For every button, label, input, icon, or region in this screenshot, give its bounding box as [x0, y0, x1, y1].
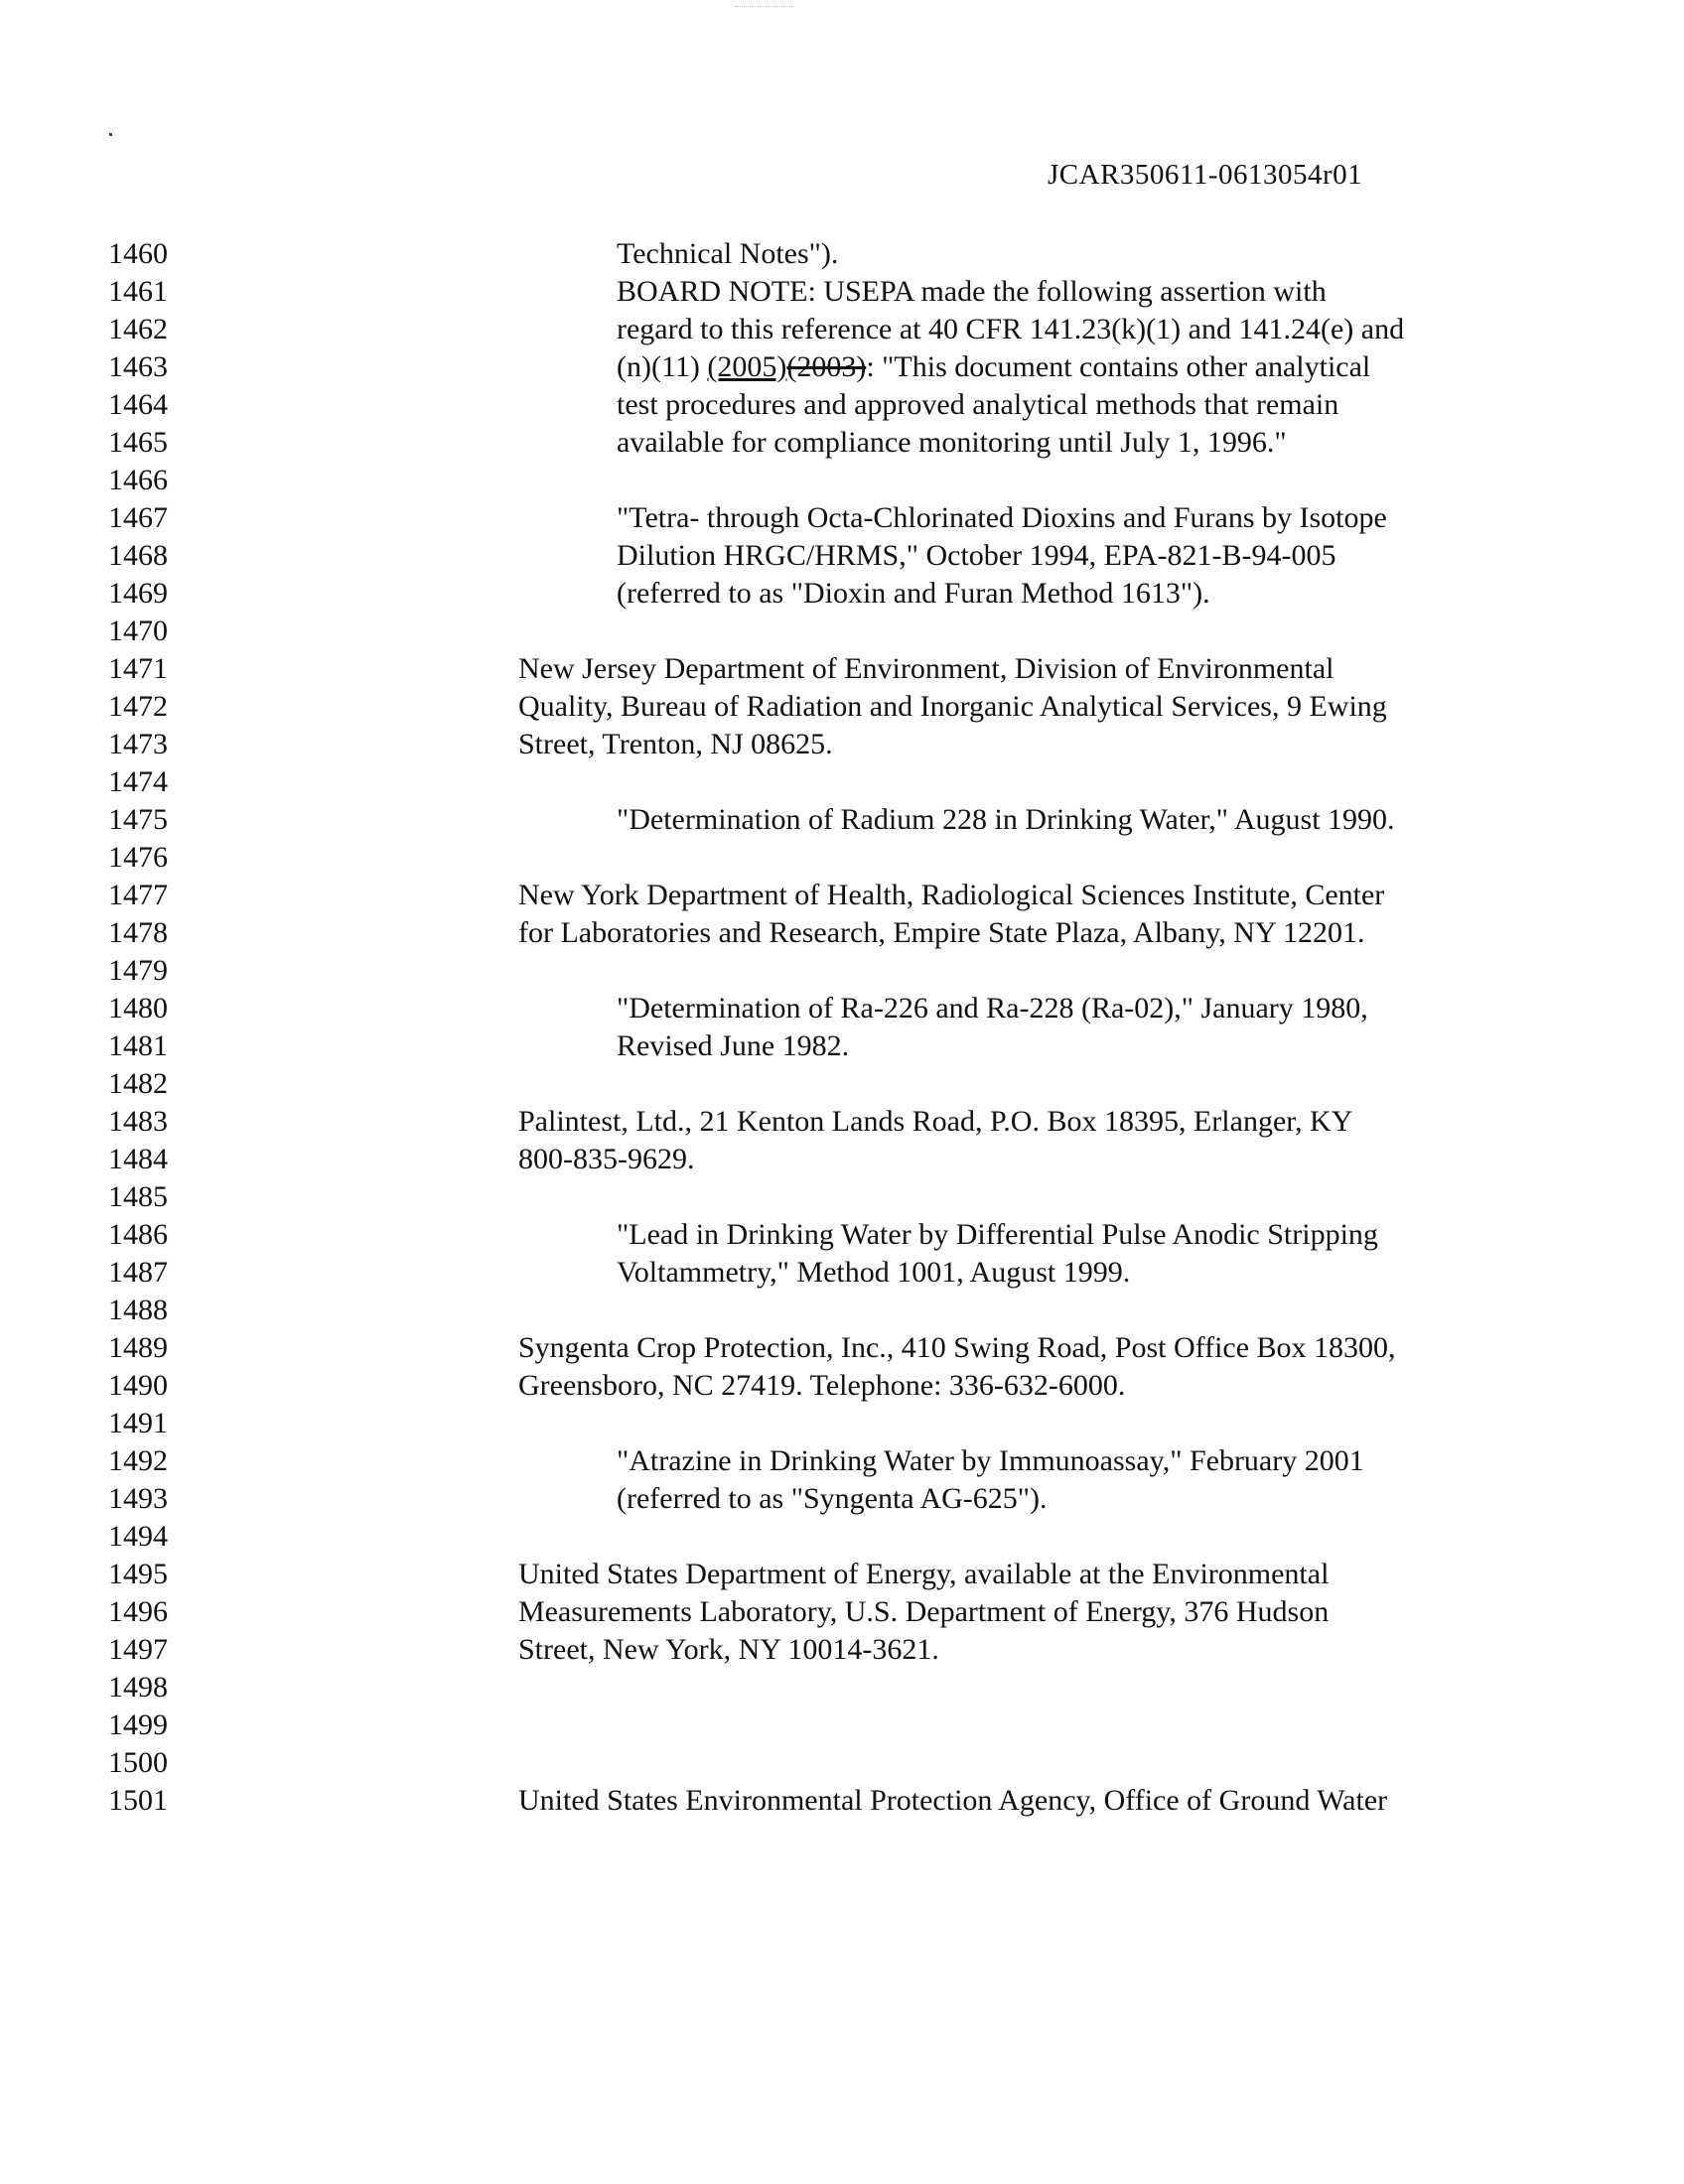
line-number: 1483	[108, 1105, 168, 1138]
text-line	[0, 1744, 1684, 1782]
line-text: Greensboro, NC 27419. Telephone: 336-632-6000.	[518, 1369, 1126, 1402]
line-number: 1497	[108, 1633, 168, 1666]
line-number: 1470	[108, 614, 168, 647]
line-text: "Determination of Ra-226 and Ra-228 (Ra-02)," January 1980,	[617, 992, 1368, 1024]
text-line	[0, 726, 1684, 763]
line-text: "Determination of Radium 228 in Drinking Water," August 1990.	[617, 803, 1395, 836]
line-number: 1490	[108, 1369, 168, 1402]
text-line	[0, 424, 1684, 462]
text-line	[0, 839, 1684, 877]
line-number: 1461	[108, 275, 168, 308]
line-text: 800-835-9629.	[518, 1143, 695, 1175]
text-line	[0, 1216, 1684, 1254]
line-text: "Atrazine in Drinking Water by Immunoassay," February 2001	[617, 1444, 1364, 1477]
line-text: Revised June 1982.	[617, 1029, 850, 1062]
line-number: 1467	[108, 501, 168, 534]
line-number: 1478	[108, 916, 168, 949]
line-number: 1489	[108, 1331, 168, 1364]
line-text: regard to this reference at 40 CFR 141.23(k)(1) and 141.24(e) and	[617, 313, 1405, 345]
text-line	[0, 1367, 1684, 1405]
line-text: Voltammetry," Method 1001, August 1999.	[617, 1256, 1131, 1289]
text-line	[0, 1027, 1684, 1065]
text-line	[0, 311, 1684, 348]
text-line	[0, 1631, 1684, 1669]
text-line	[0, 952, 1684, 990]
text-line	[0, 273, 1684, 311]
scan-artifact	[735, 6, 794, 8]
text-line	[0, 462, 1684, 499]
text-line	[0, 235, 1684, 273]
text-line	[0, 348, 1684, 386]
text-line	[0, 763, 1684, 801]
line-text: Street, New York, NY 10014-3621.	[518, 1633, 939, 1666]
line-number: 1476	[108, 841, 168, 874]
line-number: 1471	[108, 652, 168, 685]
text-line	[0, 1329, 1684, 1367]
text-line	[0, 650, 1684, 688]
text-line	[0, 1593, 1684, 1631]
line-text: Street, Trenton, NJ 08625.	[518, 728, 833, 760]
text-line	[0, 1065, 1684, 1103]
line-text: Syngenta Crop Protection, Inc., 410 Swing Road, Post Office Box 18300,	[518, 1331, 1396, 1364]
line-text: Technical Notes").	[617, 237, 839, 270]
text-line	[0, 1178, 1684, 1216]
line-number: 1492	[108, 1444, 168, 1477]
line-number: 1486	[108, 1218, 168, 1251]
text-line	[0, 1669, 1684, 1706]
line-number: 1488	[108, 1294, 168, 1326]
text-line	[0, 877, 1684, 914]
line-number: 1479	[108, 954, 168, 987]
line-text: test procedures and approved analytical methods that remain	[617, 388, 1339, 421]
line-number: 1480	[108, 992, 168, 1024]
line-text: Quality, Bureau of Radiation and Inorganic Analytical Services, 9 Ewing	[518, 690, 1387, 723]
line-number: 1460	[108, 237, 168, 270]
line-number: 1496	[108, 1595, 168, 1628]
text-line	[0, 1518, 1684, 1556]
text-line	[0, 386, 1684, 424]
text-line	[0, 688, 1684, 726]
line-number: 1493	[108, 1482, 168, 1515]
line-number: 1468	[108, 539, 168, 572]
line-number: 1473	[108, 728, 168, 760]
line-text: New Jersey Department of Environment, Division of Environmental	[518, 652, 1334, 685]
line-text: "Lead in Drinking Water by Differential Pulse Anodic Stripping	[617, 1218, 1378, 1251]
line-number: 1500	[108, 1746, 168, 1779]
line-number: 1463	[108, 350, 168, 383]
line-number: 1474	[108, 765, 168, 798]
line-number: 1464	[108, 388, 168, 421]
line-number: 1477	[108, 879, 168, 911]
line-number: 1472	[108, 690, 168, 723]
line-number: 1466	[108, 464, 168, 496]
line-text: Dilution HRGC/HRMS," October 1994, EPA-821-B-94-005	[617, 539, 1336, 572]
text-line	[0, 801, 1684, 839]
text-line	[0, 1405, 1684, 1442]
line-text: United States Environmental Protection Agency, Office of Ground Water	[518, 1784, 1388, 1817]
line-text: available for compliance monitoring until July 1, 1996."	[617, 426, 1287, 459]
line-number: 1491	[108, 1407, 168, 1439]
line-number: 1487	[108, 1256, 168, 1289]
text-line	[0, 1103, 1684, 1141]
text-line	[0, 1706, 1684, 1744]
line-text: "Tetra- through Octa-Chlorinated Dioxins and Furans by Isotope	[617, 501, 1387, 534]
line-text	[617, 348, 1370, 386]
text-line	[0, 537, 1684, 575]
deleted-text: (2003)	[786, 350, 867, 383]
line-number: 1495	[108, 1558, 168, 1590]
text-line	[0, 990, 1684, 1027]
text-line	[0, 613, 1684, 650]
line-text: for Laboratories and Research, Empire State Plaza, Albany, NY 12201.	[518, 916, 1365, 949]
line-text: BOARD NOTE: USEPA made the following assertion with	[617, 275, 1327, 308]
line-number: 1485	[108, 1180, 168, 1213]
scan-artifact	[109, 133, 112, 136]
text-segment: : "This document contains other analytical	[866, 350, 1371, 383]
text-line	[0, 1292, 1684, 1329]
line-text: (referred to as "Syngenta AG-625").	[617, 1482, 1048, 1515]
line-text: Measurements Laboratory, U.S. Department of Energy, 376 Hudson	[518, 1595, 1330, 1628]
line-number: 1465	[108, 426, 168, 459]
line-number: 1498	[108, 1671, 168, 1704]
line-text: New York Department of Health, Radiological Sciences Institute, Center	[518, 879, 1385, 911]
line-number: 1501	[108, 1784, 168, 1817]
line-number: 1494	[108, 1520, 168, 1553]
text-line	[0, 1782, 1684, 1820]
text-line	[0, 575, 1684, 613]
document-id: JCAR350611-0613054r01	[1048, 159, 1363, 191]
line-number: 1481	[108, 1029, 168, 1062]
line-number: 1469	[108, 577, 168, 610]
line-number: 1484	[108, 1143, 168, 1175]
line-number: 1499	[108, 1708, 168, 1741]
text-line	[0, 1480, 1684, 1518]
text-segment: (n)(11)	[617, 350, 708, 383]
text-line	[0, 1556, 1684, 1593]
inserted-text: (2005)	[707, 350, 787, 383]
text-line	[0, 1141, 1684, 1178]
text-line	[0, 499, 1684, 537]
line-number: 1482	[108, 1067, 168, 1100]
text-line	[0, 1254, 1684, 1292]
text-line	[0, 914, 1684, 952]
line-text: (referred to as "Dioxin and Furan Method 1613").	[617, 577, 1210, 610]
line-number: 1475	[108, 803, 168, 836]
text-line	[0, 1442, 1684, 1480]
line-text: United States Department of Energy, available at the Environmental	[518, 1558, 1330, 1590]
line-number: 1462	[108, 313, 168, 345]
line-text: Palintest, Ltd., 21 Kenton Lands Road, P.O. Box 18395, Erlanger, KY	[518, 1105, 1353, 1138]
